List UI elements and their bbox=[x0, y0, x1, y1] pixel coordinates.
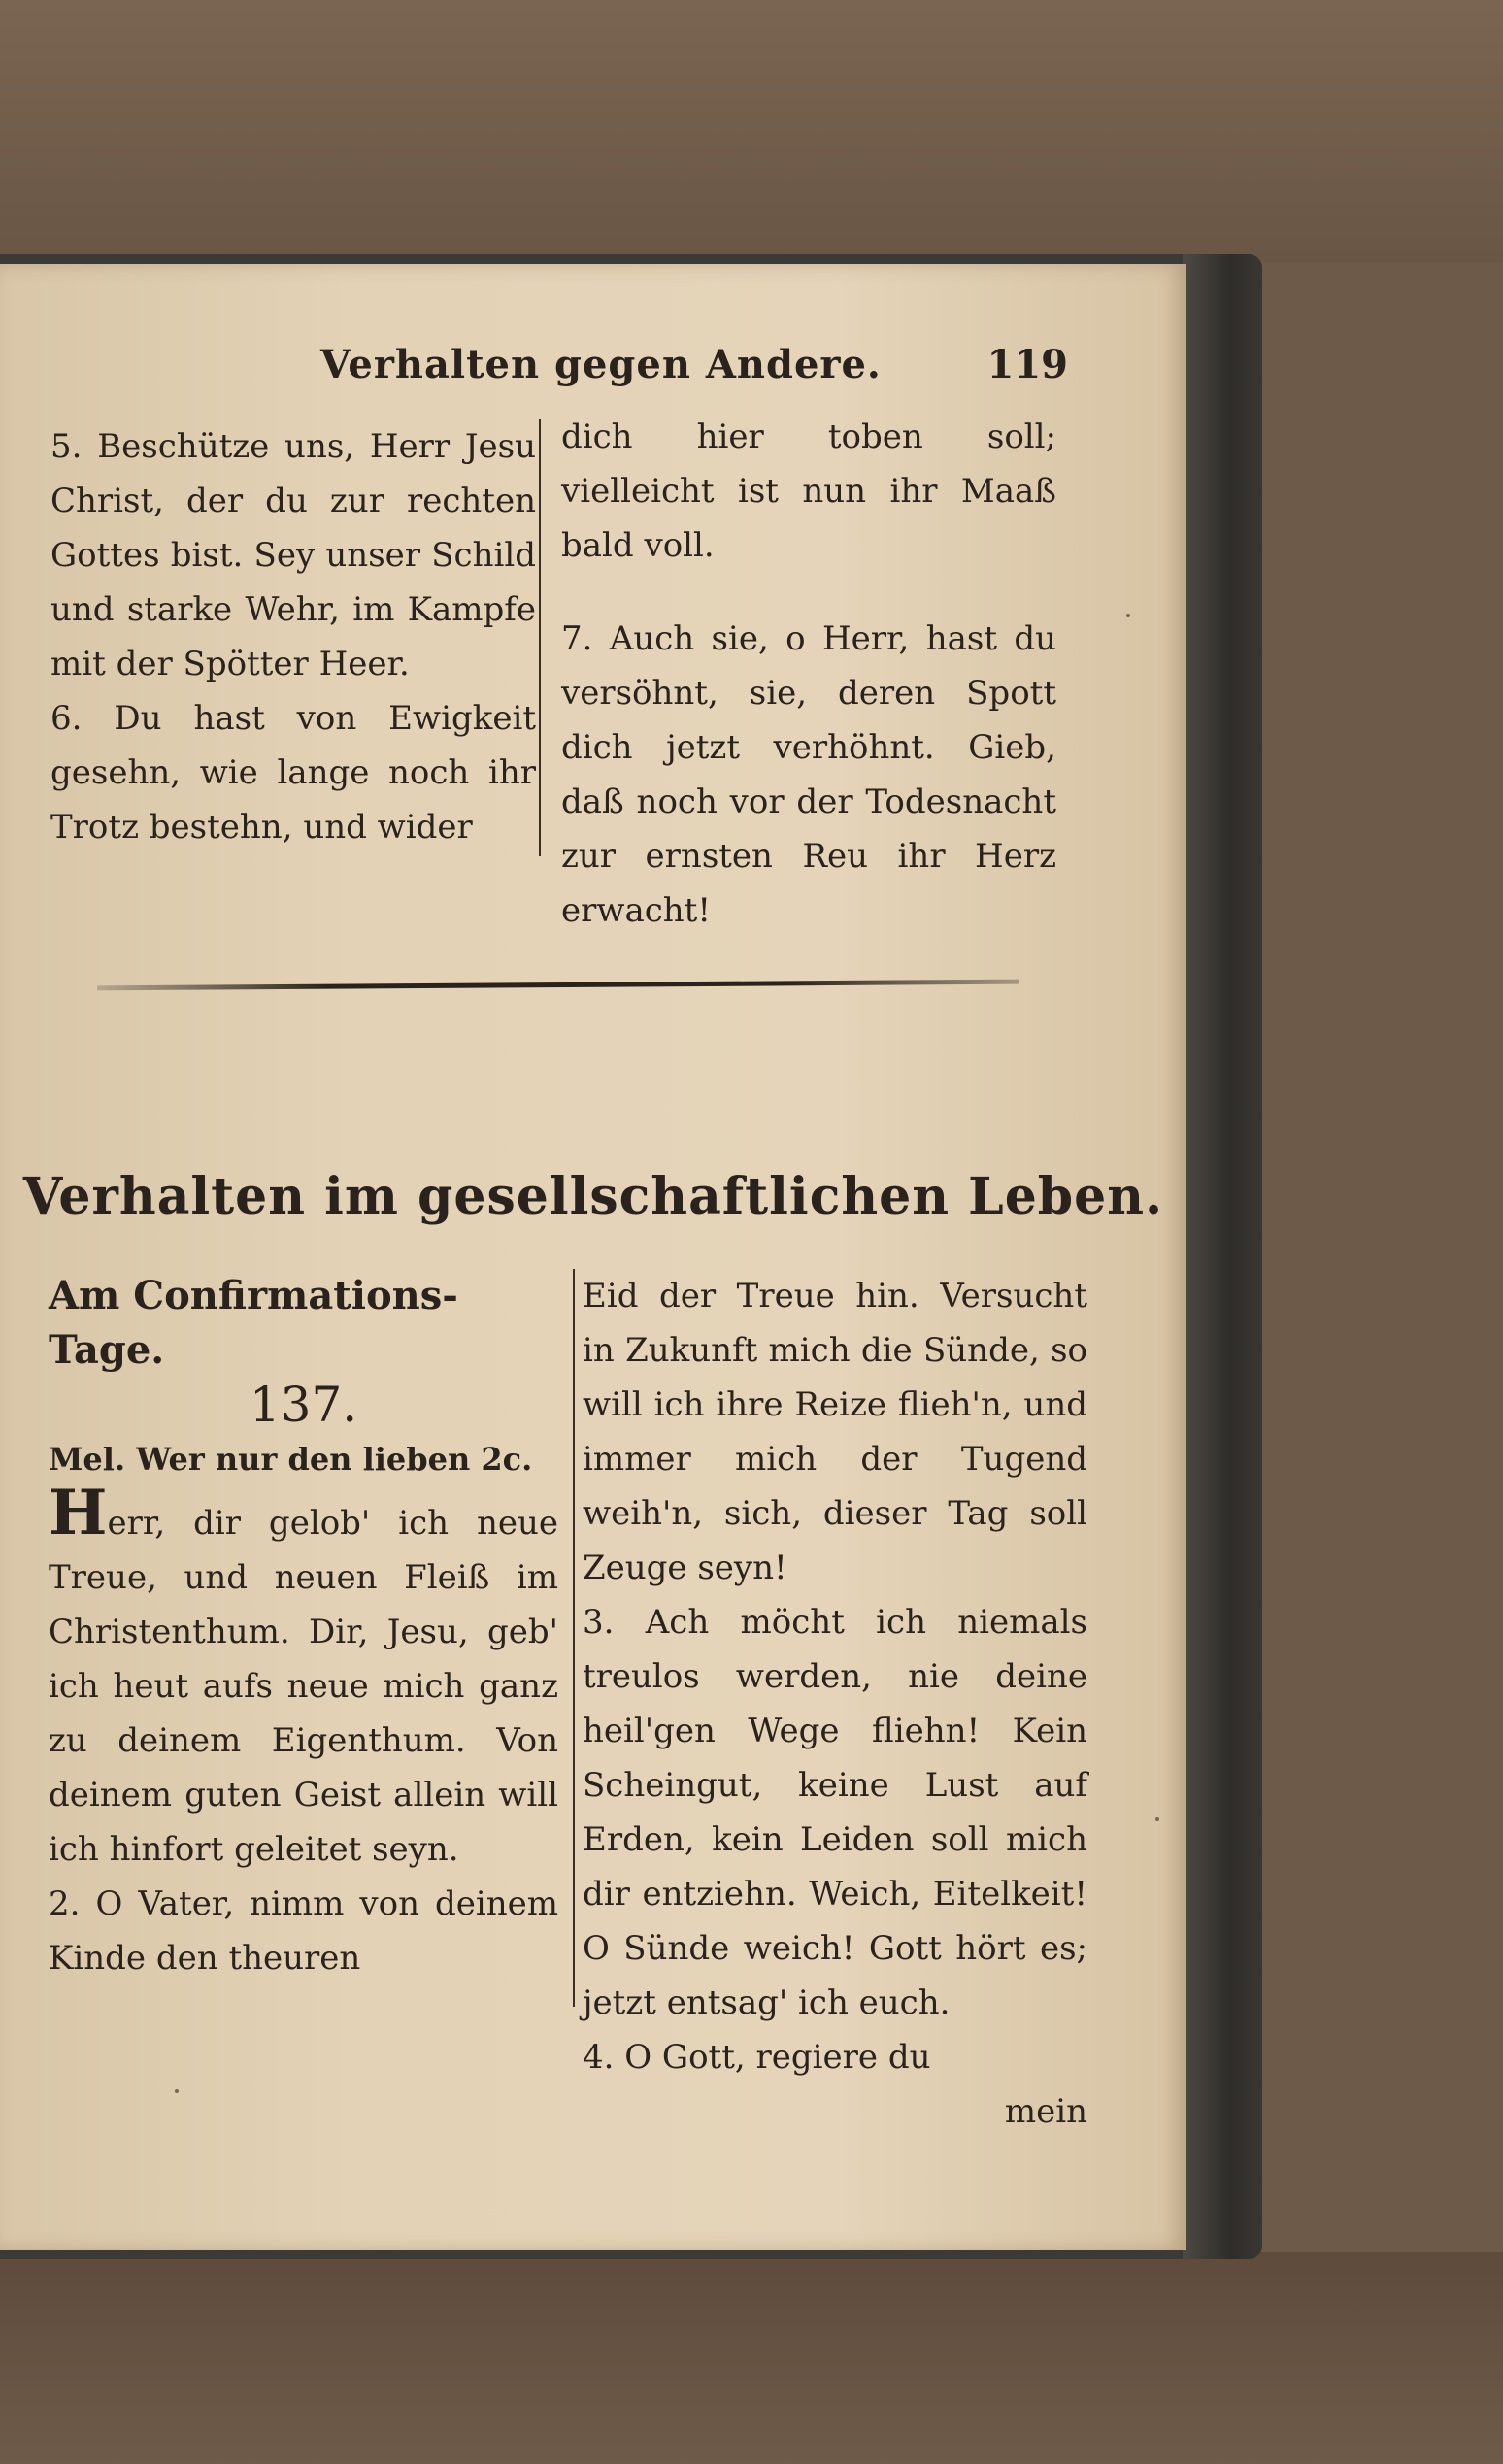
book-page bbox=[0, 264, 1186, 2250]
section-title: Verhalten im gesellschaftlichen Leben. bbox=[22, 1167, 1164, 1226]
verse-gap bbox=[561, 573, 1056, 612]
hymn-verse-3: 3. Ach möcht ich niemals treulos werden, nie deine heil'gen Wege fliehn! Kein Scheingut, keine Lust auf Erden, kein Leiden soll mich dir entziehn. Weich, Eitelkeit! O Sünde weich! Gott hört es; jetzt entsag' ich euch. bbox=[583, 1603, 1087, 2022]
running-head bbox=[58, 342, 1087, 400]
paper-speck bbox=[1155, 1817, 1159, 1821]
paper-speck bbox=[175, 2089, 179, 2093]
page-number: 119 bbox=[986, 342, 1068, 387]
hymn-verse-2-continued: Eid der Treue hin. Versucht in Zukunft mich die Sünde, so will ich ihre Reize flieh'n, und immer mich der Tugend weih'n, sich, dieser Tag soll Zeuge seyn! bbox=[583, 1277, 1087, 1587]
hymn-right-column bbox=[583, 1269, 1087, 2139]
hymn-verse-1-text: err, dir gelob' ich neue Treue, und neuen Fleiß im Christenthum. Dir, Jesu, geb' ich heut aufs neue mich ganz zu deinem Eigenthum. Von deinem guten Geist allein will ich hinfort geleitet seyn. bbox=[49, 1504, 558, 1869]
backdrop-bottom bbox=[0, 2252, 1503, 2464]
hymn-left-column bbox=[49, 1269, 558, 1985]
column-divider-bottom bbox=[573, 1269, 575, 2007]
verse-6-continued: dich hier toben soll; vielleicht ist nun ihr Maaß bald voll. bbox=[561, 417, 1056, 565]
running-title: Verhalten gegen Andere. bbox=[320, 342, 882, 387]
catchword: mein bbox=[1004, 2092, 1087, 2131]
hymn-verse-1 bbox=[49, 1477, 558, 1877]
hymn-verse-2-start: 2. O Vater, nimm von deinem Kinde den theuren bbox=[49, 1884, 558, 1978]
drop-cap: H bbox=[49, 1477, 108, 1549]
top-right-column bbox=[561, 410, 1056, 938]
section-divider-rule bbox=[97, 980, 1019, 991]
verse-6: 6. Du hast von Ewigkeit gesehn, wie lange noch ihr Trotz bestehn, und wider bbox=[50, 699, 536, 847]
hymn-occasion: Am Confirmations-Tage. bbox=[49, 1273, 458, 1373]
hymn-number: 137. bbox=[249, 1377, 358, 1433]
backdrop-top bbox=[0, 0, 1503, 262]
verse-5: 5. Beschütze uns, Herr Jesu Christ, der du zur rechten Gottes bist. Sey unser Schild und starke Wehr, im Kampfe mit der Spötter Heer. bbox=[50, 427, 536, 683]
column-divider-top bbox=[539, 419, 541, 856]
verse-7: 7. Auch sie, o Herr, hast du versöhnt, sie, deren Spott dich jetzt verhöhnt. Gieb, daß noch vor der Todesnacht zur ernsten Reu ihr Herz erwacht! bbox=[561, 619, 1056, 930]
hymn-verse-4-start: 4. O Gott, regiere du bbox=[583, 2038, 931, 2077]
top-left-column bbox=[50, 419, 536, 854]
hymn-melody: Mel. Wer nur den lieben 2c. bbox=[49, 1441, 533, 1478]
paper-speck bbox=[1126, 614, 1130, 617]
book-cover-edge bbox=[1183, 254, 1262, 2259]
